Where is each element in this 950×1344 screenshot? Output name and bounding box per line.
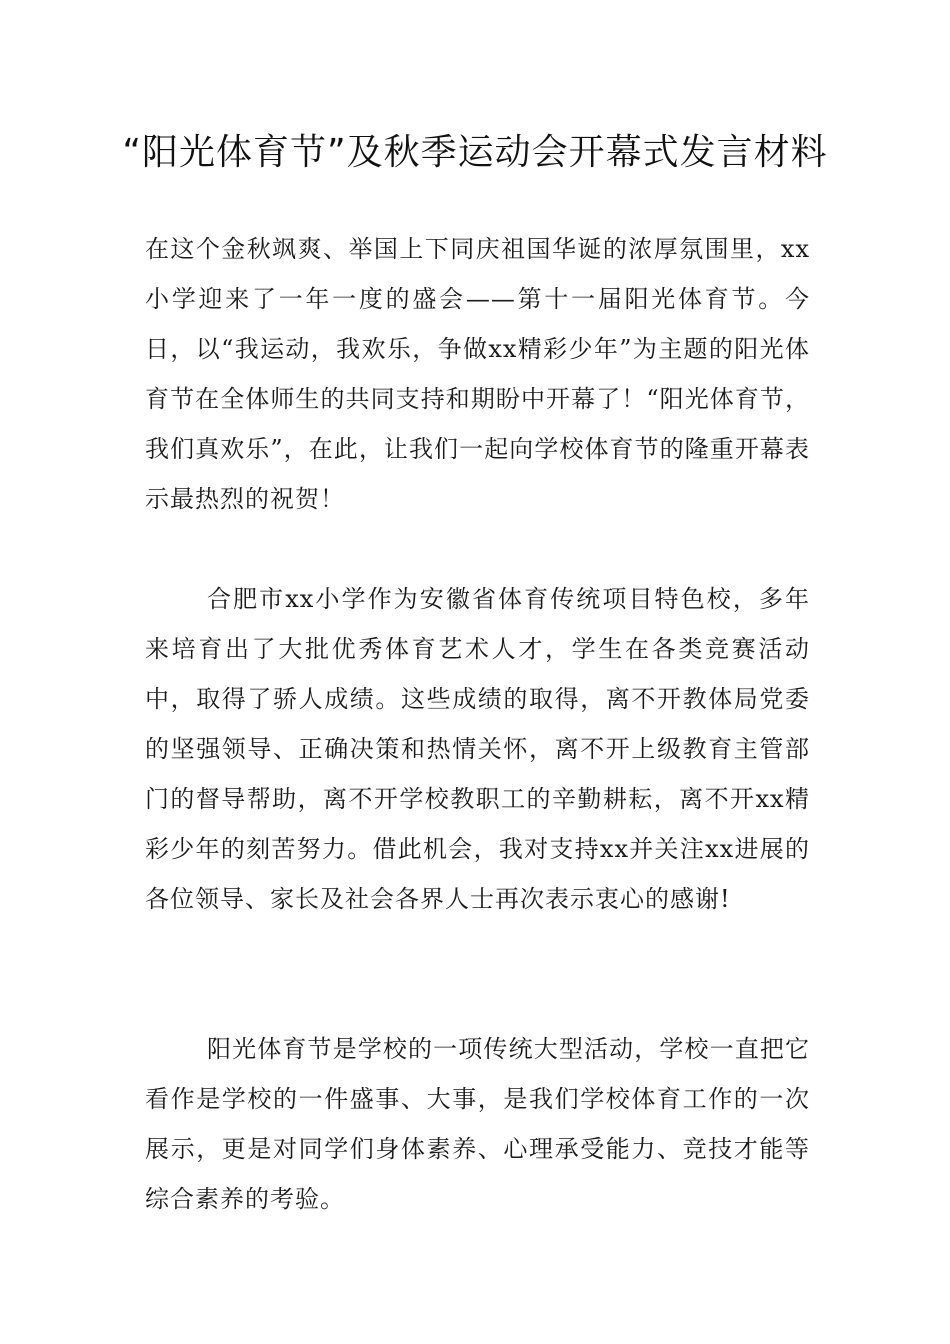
paragraph-2: 合肥市xx小学作为安徽省体育传统项目特色校，多年来培育出了大批优秀体育艺术人才，学生在各类竞赛活动中，取得了骄人成绩。这些成绩的取得，离不开教体局党委的坚强领导、正确决策和热情关怀，离不开上级教育主管部门的督导帮助，离不开学校教职工的辛勤耕耘，离不开xx精彩少年的刻苦努力。借此机会，我对支持xx并关注xx进展的各位领导、家长及社会各界人士再次表示衷心的感谢!: [145, 585, 810, 913]
paragraph-1: 在这个金秋飒爽、举国上下同庆祖国华诞的浓厚氛围里，xx小学迎来了一年一度的盛会——第十一届阳光体育节。今日，以“我运动，我欢乐，争做xx精彩少年”为主题的阳光体育节在全体师生的共同支持和期盼中开幕了！“阳光体育节，我们真欢乐”，在此，让我们一起向学校体育节的隆重开幕表示最热烈的祝贺！: [145, 235, 810, 513]
document-title: “阳光体育节”及秋季运动会开幕式发言材料: [122, 132, 828, 173]
paragraph-3: 阳光体育节是学校的一项传统大型活动，学校一直把它看作是学校的一件盛事、大事，是我们学校体育工作的一次展示，更是对同学们身体素养、心理承受能力、竞技才能等综合素养的考验。: [145, 1035, 810, 1213]
